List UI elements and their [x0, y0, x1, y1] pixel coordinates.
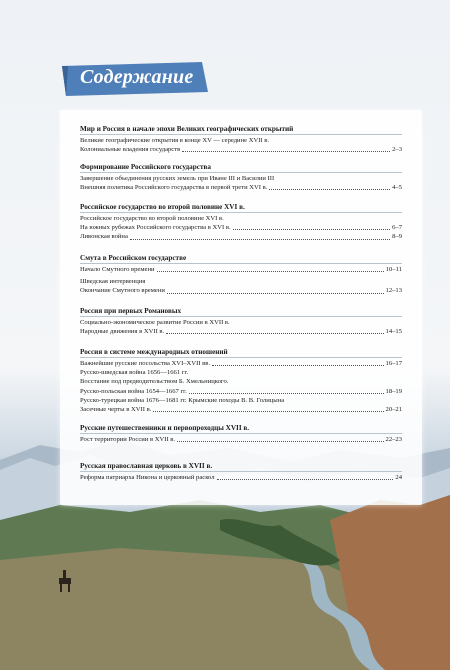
toc-entry[interactable] [80, 145, 402, 154]
entry-text: Шведская интервенция [80, 278, 146, 286]
page-number: 4–5 [392, 184, 402, 192]
entry-text: Великие географические открытия в конце XV — середине XVII в. [80, 137, 270, 144]
page-number: 6–7 [392, 224, 402, 232]
page-number: 2–3 [392, 146, 402, 154]
leader-dots [153, 410, 383, 412]
section-title: Русские путешественники и первопроходцы XVII в. [80, 424, 402, 434]
entry-text: Социально-экономическое развитие России в XVII в. [80, 319, 230, 326]
page-number: 24 [395, 474, 402, 481]
toc-entry[interactable] [80, 318, 402, 327]
toc-entry[interactable] [80, 368, 402, 377]
entry-text: Засечные черты в XVII в. [80, 406, 152, 414]
toc-entry[interactable] [80, 214, 402, 223]
entry-text: Завершение объединения русских земель при Иване III и Василии III [80, 175, 275, 182]
toc-entry[interactable] [80, 435, 402, 444]
entry-text: Восстание под предводительством Б. Хмельницкого. [80, 378, 229, 386]
page-number: 14–15 [385, 328, 402, 336]
page-title: Содержание [80, 66, 194, 88]
entry-text: Русско-турецкая война 1676—1681 гг. Крымские походы В. В. Голицына [80, 396, 285, 404]
leader-dots [212, 364, 384, 366]
entry-text: Народные движения в XVII в. [80, 328, 165, 336]
entry-text: Начало Смутного времени [80, 266, 155, 273]
toc-section [80, 125, 402, 154]
toc-section [80, 254, 402, 296]
toc-entry[interactable] [80, 405, 402, 414]
toc-entry[interactable] [80, 359, 402, 368]
entry-text: Реформа патриарха Никона и церковный раскол [80, 474, 215, 481]
section-title: Формирование Российского государства [80, 163, 402, 173]
toc-entry[interactable] [80, 327, 402, 336]
page-number: 16–17 [385, 360, 402, 367]
toc-entry[interactable] [80, 473, 402, 482]
leader-dots [217, 478, 394, 480]
toc-entry[interactable] [80, 136, 402, 145]
toc-section [80, 424, 402, 444]
page-number: 10–11 [385, 266, 402, 273]
toc-entry[interactable] [80, 223, 402, 232]
section-title: Российское государство во второй половине XVI в. [80, 203, 402, 213]
entry-text: Русско-польская война 1654—1667 гг. [80, 387, 187, 395]
section-title: Смута в Российском государстве [80, 254, 402, 264]
page-number: 22–23 [385, 436, 402, 443]
leader-dots [269, 188, 390, 190]
toc-entry[interactable] [80, 265, 402, 274]
entry-text: Рост территории России в XVII в. [80, 436, 176, 443]
toc-entry[interactable] [80, 183, 402, 192]
entry-text: Окончание Смутного времени [80, 287, 165, 295]
entry-text: Колониальные владения государств [80, 146, 181, 154]
leader-dots [166, 332, 383, 334]
page-number: 20–21 [385, 406, 402, 414]
page-number: 18–19 [385, 387, 402, 395]
leader-dots [233, 228, 390, 230]
entry-text: Русско-шведская война 1656—1661 гг. [80, 369, 189, 377]
entry-text: Важнейшие русские посольства XVI–XVII вв. [80, 360, 211, 367]
leader-dots [189, 392, 384, 394]
toc-entry[interactable] [80, 396, 402, 405]
leader-dots [167, 292, 384, 294]
toc-section [80, 163, 402, 192]
toc-entry[interactable] [80, 377, 402, 386]
leader-dots [177, 440, 383, 442]
toc-section [80, 307, 402, 336]
section-title: Россия при первых Романовых [80, 307, 402, 317]
section-title: Россия в системе международных отношений [80, 348, 402, 358]
toc-entry[interactable] [80, 286, 402, 295]
entry-text: На южных рубежах Российского государства в XVI в. [80, 224, 231, 232]
section-title: Мир и Россия в начале эпохи Великих географических открытий [80, 125, 402, 135]
toc-entry[interactable] [80, 232, 402, 241]
toc-entry[interactable] [80, 387, 402, 396]
section-title: Русская православная церковь в XVII в. [80, 462, 402, 472]
toc-section [80, 462, 402, 482]
entry-text: Ливонская война [80, 233, 128, 241]
leader-dots [157, 270, 384, 272]
leader-dots [130, 238, 390, 240]
page-number: 12–13 [385, 287, 402, 295]
leader-dots [182, 150, 390, 152]
horse-rider-figure [58, 570, 72, 592]
toc-entry[interactable] [80, 174, 402, 183]
toc-section [80, 348, 402, 414]
entry-text: Российское государство во второй половине XVI в. [80, 215, 224, 222]
toc-section [80, 203, 402, 242]
toc-entry[interactable] [80, 277, 402, 286]
entry-text: Внешняя политика Российского государства в первой трети XVI в. [80, 184, 268, 192]
page-number: 8–9 [392, 233, 402, 241]
